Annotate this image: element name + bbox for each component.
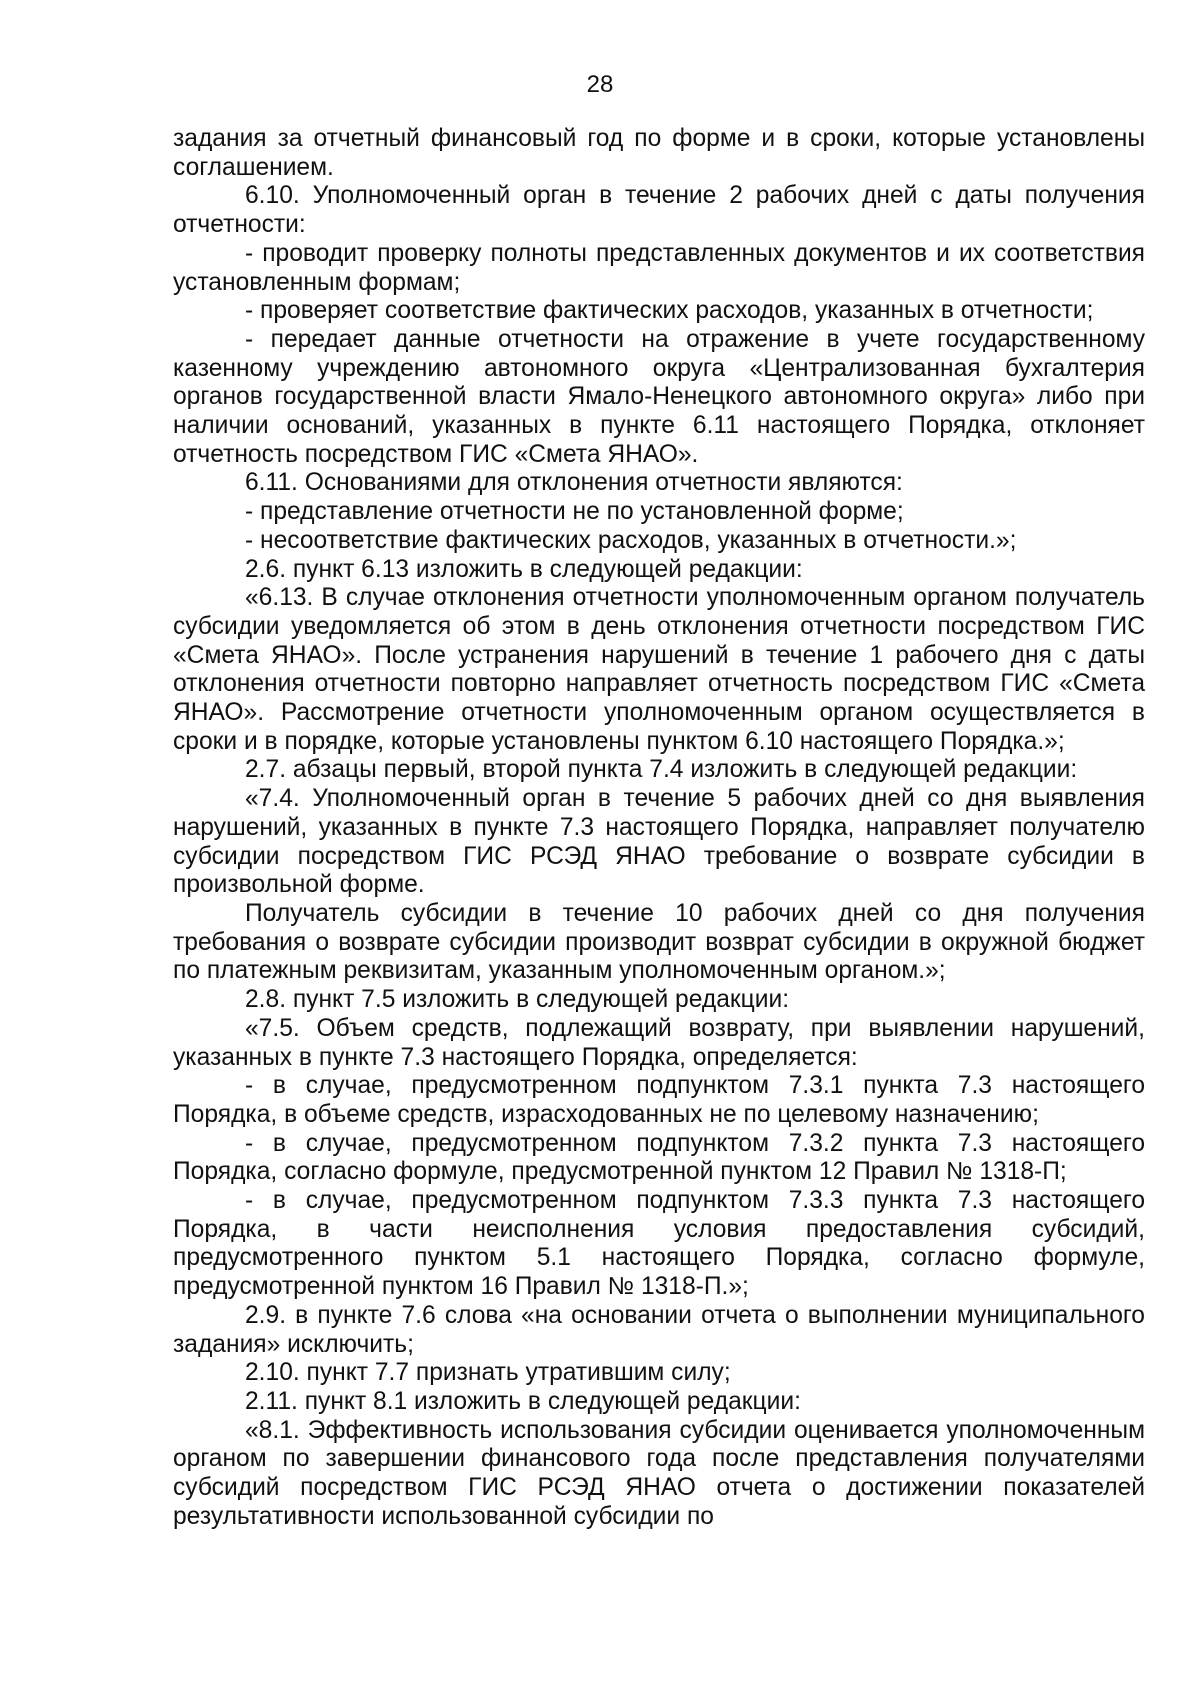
paragraph: 2.8. пункт 7.5 изложить в следующей редакции: — [245, 986, 790, 1014]
paragraph: - несоответствие фактических расходов, указанных в отчетности.»; — [245, 526, 1017, 554]
paragraph: «7.4. Уполномоченный орган в течение 5 рабочих дней со дня выявления нарушений, указанных в пункте 7.3 настоящего Порядка, направляет получателю субсидии посредством ГИС РСЭД ЯНАО требование о возврате субсидии в произвольной форме. — [173, 785, 1145, 899]
paragraph: 6.10. Уполномоченный орган в течение 2 рабочих дней с даты получения отчетности: — [173, 182, 1145, 239]
paragraph: - проверяет соответствие фактических расходов, указанных в отчетности; — [245, 297, 1094, 325]
paragraph: - передает данные отчетности на отражение в учете государственному казенному учреждению автономного округа «Централизованная бухгалтерия органов государственной власти Ямало-Ненецкого автономного округа» либо при наличии оснований, указанных в пункте 6.11 настоящего Порядка, отклоняет отчетность посредством ГИС «Смета ЯНАО». — [173, 325, 1145, 468]
paragraph: - в случае, предусмотренном подпунктом 7.3.1 пункта 7.3 настоящего Порядка, в объеме средств, израсходованных не по целевому назначению; — [173, 1072, 1145, 1128]
paragraph: 2.7. абзацы первый, второй пункта 7.4 изложить в следующей редакции: — [245, 756, 1078, 784]
paragraph: 2.9. в пункте 7.6 слова «на основании отчета о выполнении муниципального задания» исключить; — [173, 1301, 1145, 1358]
paragraph: «7.5. Объем средств, подлежащий возврату, при выявлении нарушений, указанных в пункте 7.3 настоящего Порядка, определяется: — [173, 1014, 1145, 1071]
paragraph: задания за отчетный финансовый год по форме и в сроки, которые установлены соглашением. — [173, 125, 1145, 181]
paragraph: - проводит проверку полноты представленных документов и их соответствия установленным формам; — [173, 239, 1145, 296]
paragraph: 2.6. пункт 6.13 изложить в следующей редакции: — [245, 555, 803, 583]
paragraph: - в случае, предусмотренном подпунктом 7.3.3 пункта 7.3 настоящего Порядка, в части неисполнения условия предоставления субсидий, предусмотренного пунктом 5.1 настоящего Порядка, согласно формуле, предусмотренной пунктом 16 Правил № 1318-П.»; — [173, 1187, 1145, 1301]
paragraph: «8.1. Эффективность использования субсидии оценивается уполномоченным органом по завершении финансового года после представления получателями субсидий посредством ГИС РСЭД ЯНАО отчета о достижении показателей результативности использованной субсидии по — [173, 1416, 1145, 1530]
paragraph: «6.13. В случае отклонения отчетности уполномоченным органом получатель субсидии уведомляется об этом в день отклонения отчетности посредством ГИС «Смета ЯНАО». После устранения нарушений в течение 1 рабочего дня с даты отклонения отчетности повторно направляет отчетность посредством ГИС «Смета ЯНАО». Рассмотрение отчетности уполномоченным органом осуществляется в сроки и в порядке, которые установлены пунктом 6.10 настоящего Порядка.»; — [173, 584, 1145, 755]
page-number: 28 — [586, 71, 614, 98]
paragraph: 2.11. пункт 8.1 изложить в следующей редакции: — [245, 1387, 801, 1415]
paragraph: Получатель субсидии в течение 10 рабочих дней со дня получения требования о возврате субсидии производит возврат субсидии в окружной бюджет по платежным реквизитам, указанным уполномоченным органом.»; — [173, 899, 1145, 985]
paragraph: - представление отчетности не по установленной форме; — [245, 498, 904, 526]
paragraph: - в случае, предусмотренном подпунктом 7.3.2 пункта 7.3 настоящего Порядка, согласно формуле, предусмотренной пунктом 12 Правил № 1318-П; — [173, 1129, 1145, 1186]
document-body — [173, 125, 1145, 1531]
paragraph: 6.11. Основаниями для отклонения отчетности являются: — [245, 469, 903, 497]
paragraph: 2.10. пункт 7.7 признать утратившим силу; — [245, 1359, 731, 1387]
